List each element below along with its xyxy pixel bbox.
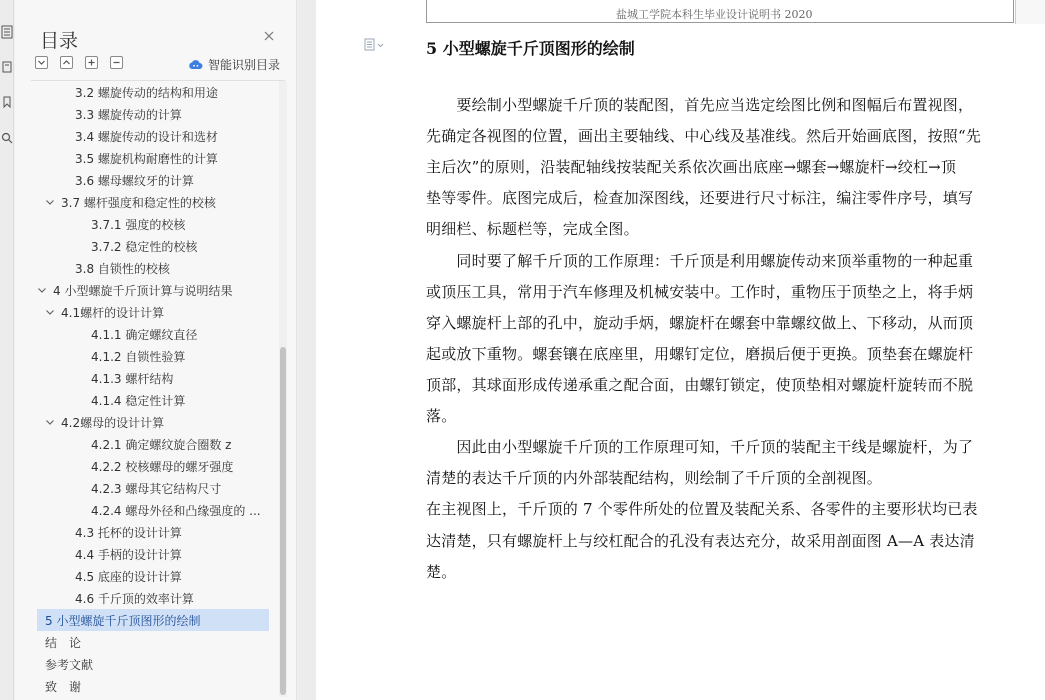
toc-item-label: 4.1.1 确定螺纹直径 xyxy=(91,327,198,342)
toc-item-label: 3.4 螺旋传动的设计和选材 xyxy=(75,129,218,144)
toc-item-label: 4.6 千斤顶的效率计算 xyxy=(75,591,194,606)
text-line: 在主视图上，千斤顶的 7 个零件所处的位置及装配关系、各零件的主要形状均已表 xyxy=(426,500,978,518)
toc-item[interactable] xyxy=(37,323,269,345)
text-line: 因此由小型螺旋千斤顶的工作原理可知，千斤顶的装配主干线是螺旋杆，为了 xyxy=(426,438,974,456)
toc-item-label: 4.1.4 稳定性计算 xyxy=(91,393,186,408)
toc-item[interactable] xyxy=(37,675,269,697)
toc-item[interactable] xyxy=(37,587,269,609)
section-heading: 5 小型螺旋千斤顶图形的绘制 xyxy=(426,39,635,58)
text-line: 清楚的表达千斤顶的内外部装配结构，则绘制了千斤顶的全剖视图。 xyxy=(426,469,883,487)
toc-panel-icon[interactable] xyxy=(0,20,14,44)
toc-item[interactable] xyxy=(37,169,269,191)
toc-item-label: 4.2.3 螺母其它结构尺寸 xyxy=(91,481,222,496)
search-icon[interactable] xyxy=(0,126,14,150)
text-line: 达清楚，只有螺旋杆上与绞杠配合的孔没有表达充分，故采用剖面图 A—A 表达清 xyxy=(426,532,975,550)
text-line: 落。 xyxy=(426,407,457,425)
toc-item-label: 致 谢 xyxy=(45,679,82,694)
chevron-down-icon xyxy=(37,58,46,67)
text-line: 楚。 xyxy=(426,563,457,581)
chevron-down-icon[interactable] xyxy=(45,417,55,427)
toc-item[interactable] xyxy=(37,609,269,631)
text-line: 先确定各视图的位置，画出主要轴线、中心线及基准线。然后开始画底图，按照“先 xyxy=(426,127,982,145)
minus-icon xyxy=(112,58,121,67)
toc-item-label: 3.5 螺旋机构耐磨性的计算 xyxy=(75,151,218,166)
plus-icon xyxy=(87,58,96,67)
toc-scrollbar[interactable] xyxy=(279,81,287,697)
toc-item[interactable] xyxy=(37,411,269,433)
toc-item[interactable] xyxy=(37,345,269,367)
text-line: 或顶压工具，常用于汽车修理及机械安装中。工作时，重物压于顶垫之上，将手炳 xyxy=(426,283,974,301)
toc-item[interactable] xyxy=(37,213,269,235)
toc-item-label: 4.1螺杆的设计计算 xyxy=(61,305,165,320)
toc-toolbar xyxy=(35,56,123,72)
chevron-down-icon[interactable] xyxy=(45,197,55,207)
toc-item-label: 4.2.4 螺母外径和凸缘强度的 ... xyxy=(91,503,261,518)
left-tool-strip xyxy=(0,0,14,700)
toc-item[interactable] xyxy=(37,301,269,323)
bookmark-icon[interactable] xyxy=(0,90,14,114)
toc-item-label: 4.1.2 自锁性验算 xyxy=(91,349,186,364)
toc-title: 目录 xyxy=(40,30,79,52)
text-line: 主后次”的原则，沿装配轴线按装配关系依次画出底座→螺套→螺旋杆→绞杠→顶 xyxy=(426,158,957,176)
toc-item[interactable] xyxy=(37,433,269,455)
text-line: 垫等零件。底图完成后，检查加深图线，还要进行尺寸标注，编注零件序号，填写 xyxy=(426,189,974,207)
smart-toc-label: 智能识别目录 xyxy=(208,57,281,72)
close-icon[interactable] xyxy=(262,29,276,43)
toc-item-label: 4.2.2 校核螺母的螺牙强度 xyxy=(91,459,234,474)
page-header: 盐城工学院本科生毕业设计说明书 2020 xyxy=(616,8,813,21)
toc-item-label: 4.5 底座的设计计算 xyxy=(75,569,182,584)
toc-item-label: 4 小型螺旋千斤顶计算与说明结果 xyxy=(53,283,233,298)
toc-item[interactable] xyxy=(37,125,269,147)
toc-item[interactable] xyxy=(37,257,269,279)
chevron-up-icon xyxy=(62,58,71,67)
toc-item[interactable] xyxy=(37,455,269,477)
toc-panel xyxy=(15,0,297,700)
toc-item[interactable] xyxy=(37,565,269,587)
toc-item[interactable] xyxy=(37,389,269,411)
header-border-right xyxy=(1013,0,1014,23)
text-line: 顶部，其球面形成传递承重之配合面，由螺钉锁定，使顶垫相对螺旋杆旋转而不脱 xyxy=(426,376,974,394)
toc-item[interactable] xyxy=(37,477,269,499)
toc-item[interactable] xyxy=(37,367,269,389)
toc-item[interactable] xyxy=(37,191,269,213)
toc-item[interactable] xyxy=(37,499,269,521)
window-corner xyxy=(1015,0,1045,24)
smart-toc-button[interactable] xyxy=(188,55,280,73)
document-page[interactable] xyxy=(316,0,1045,700)
toc-item-label: 参考文献 xyxy=(45,657,94,672)
text-line: 起或放下重物。螺套镶在底座里，用螺钉定位，磨损后便于更换。顶垫套在螺旋杆 xyxy=(426,345,974,363)
cloud-icon xyxy=(188,59,203,70)
chevron-down-icon[interactable] xyxy=(45,307,55,317)
toc-item-label: 3.7.1 强度的校核 xyxy=(91,217,186,232)
toc-item-label: 3.7.2 稳定性的校核 xyxy=(91,239,198,254)
toc-item-label: 结 论 xyxy=(45,635,82,650)
document-area xyxy=(298,0,1045,700)
toc-item[interactable] xyxy=(37,521,269,543)
toc-item-label: 4.1.3 螺杆结构 xyxy=(91,371,174,386)
toc-item-label: 4.2螺母的设计计算 xyxy=(61,415,165,430)
pages-icon[interactable] xyxy=(0,55,14,79)
text-line: 明细栏、标题栏等，完成全图。 xyxy=(426,220,639,238)
toc-item[interactable] xyxy=(37,103,269,125)
toc-item[interactable] xyxy=(37,543,269,565)
add-heading-button[interactable] xyxy=(85,56,98,69)
toc-list xyxy=(37,81,269,700)
toc-item[interactable] xyxy=(37,631,269,653)
toc-item-label: 5 小型螺旋千斤顶图形的绘制 xyxy=(45,613,201,628)
collapse-all-button[interactable] xyxy=(60,56,73,69)
toc-item[interactable] xyxy=(37,235,269,257)
header-border-left xyxy=(426,0,427,23)
scrollbar-thumb[interactable] xyxy=(280,347,286,695)
toc-item[interactable] xyxy=(37,653,269,675)
toc-item-label: 3.8 自锁性的校核 xyxy=(75,261,170,276)
toc-item-label: 4.3 托杯的设计计算 xyxy=(75,525,182,540)
toc-item-label: 4.2.1 确定螺纹旋合圈数 z xyxy=(91,437,232,452)
text-line: 要绘制小型螺旋千斤顶的装配图，首先应当选定绘图比例和图幅后布置视图， xyxy=(426,96,974,114)
toc-item-label: 3.2 螺旋传动的结构和用途 xyxy=(75,85,218,100)
toc-item-label: 3.3 螺旋传动的计算 xyxy=(75,107,182,122)
toc-item-label: 4.4 手柄的设计计算 xyxy=(75,547,182,562)
chevron-down-icon[interactable] xyxy=(37,285,47,295)
remove-heading-button[interactable] xyxy=(110,56,123,69)
header-rule xyxy=(426,22,1013,23)
paragraph-layout-icon[interactable] xyxy=(364,38,386,52)
toc-item[interactable] xyxy=(37,279,269,301)
text-line: 穿入螺旋杆上部的孔中，旋动手炳，螺旋杆在螺套中靠螺纹做上、下移动，从而顶 xyxy=(426,314,974,332)
toc-item[interactable] xyxy=(37,81,269,103)
expand-all-button[interactable] xyxy=(35,56,48,69)
toc-item-label: 3.7 螺杆强度和稳定性的校核 xyxy=(61,195,216,210)
text-line: 同时要了解千斤顶的工作原理：千斤顶是利用螺旋传动来顶举重物的一种起重 xyxy=(426,252,974,270)
toc-item[interactable] xyxy=(37,147,269,169)
toc-item-label: 3.6 螺母螺纹牙的计算 xyxy=(75,173,194,188)
